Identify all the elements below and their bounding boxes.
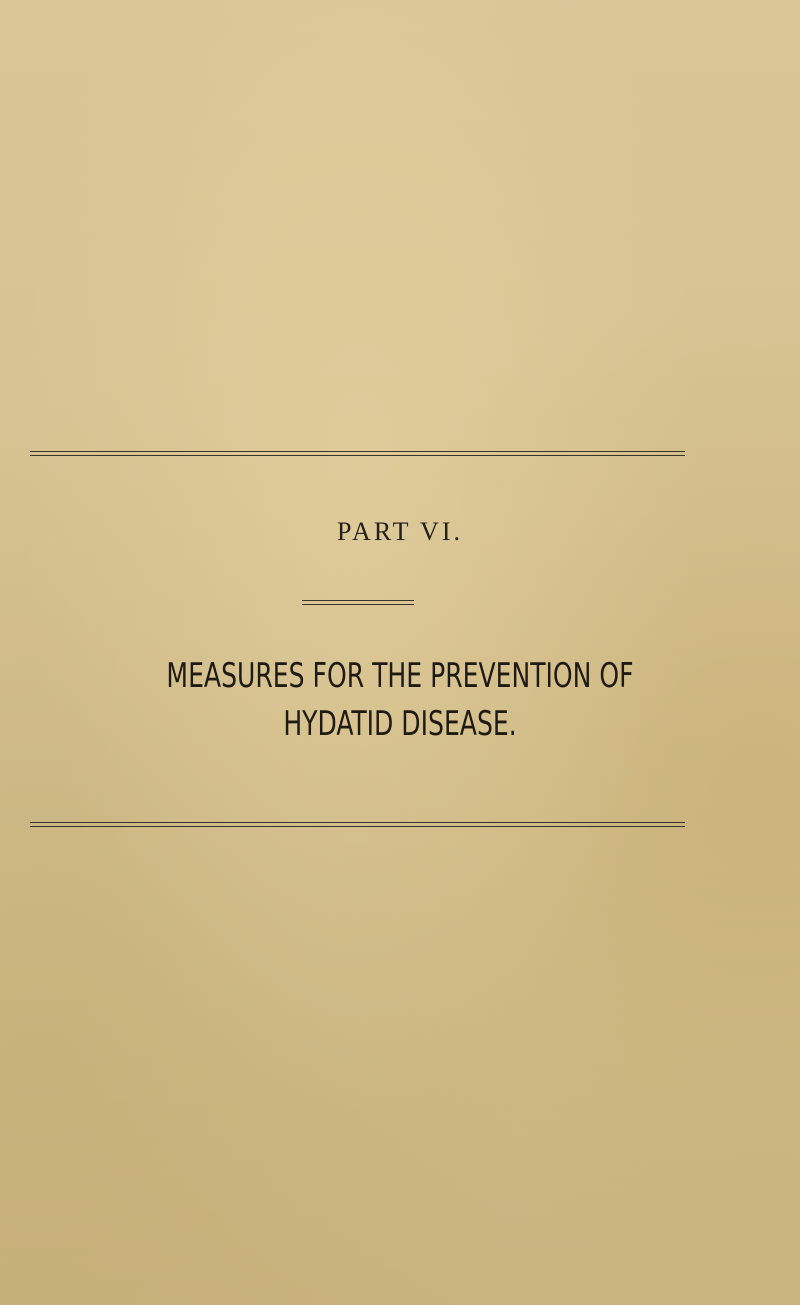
short-divider-rule [302, 600, 414, 605]
bottom-double-rule [30, 822, 685, 827]
part-heading: PART VI. [336, 517, 463, 546]
title-line-2: HYDATID DISEASE. [283, 704, 517, 744]
title-line-1: MEASURES FOR THE PREVENTION OF [166, 656, 634, 696]
top-double-rule [30, 451, 685, 456]
